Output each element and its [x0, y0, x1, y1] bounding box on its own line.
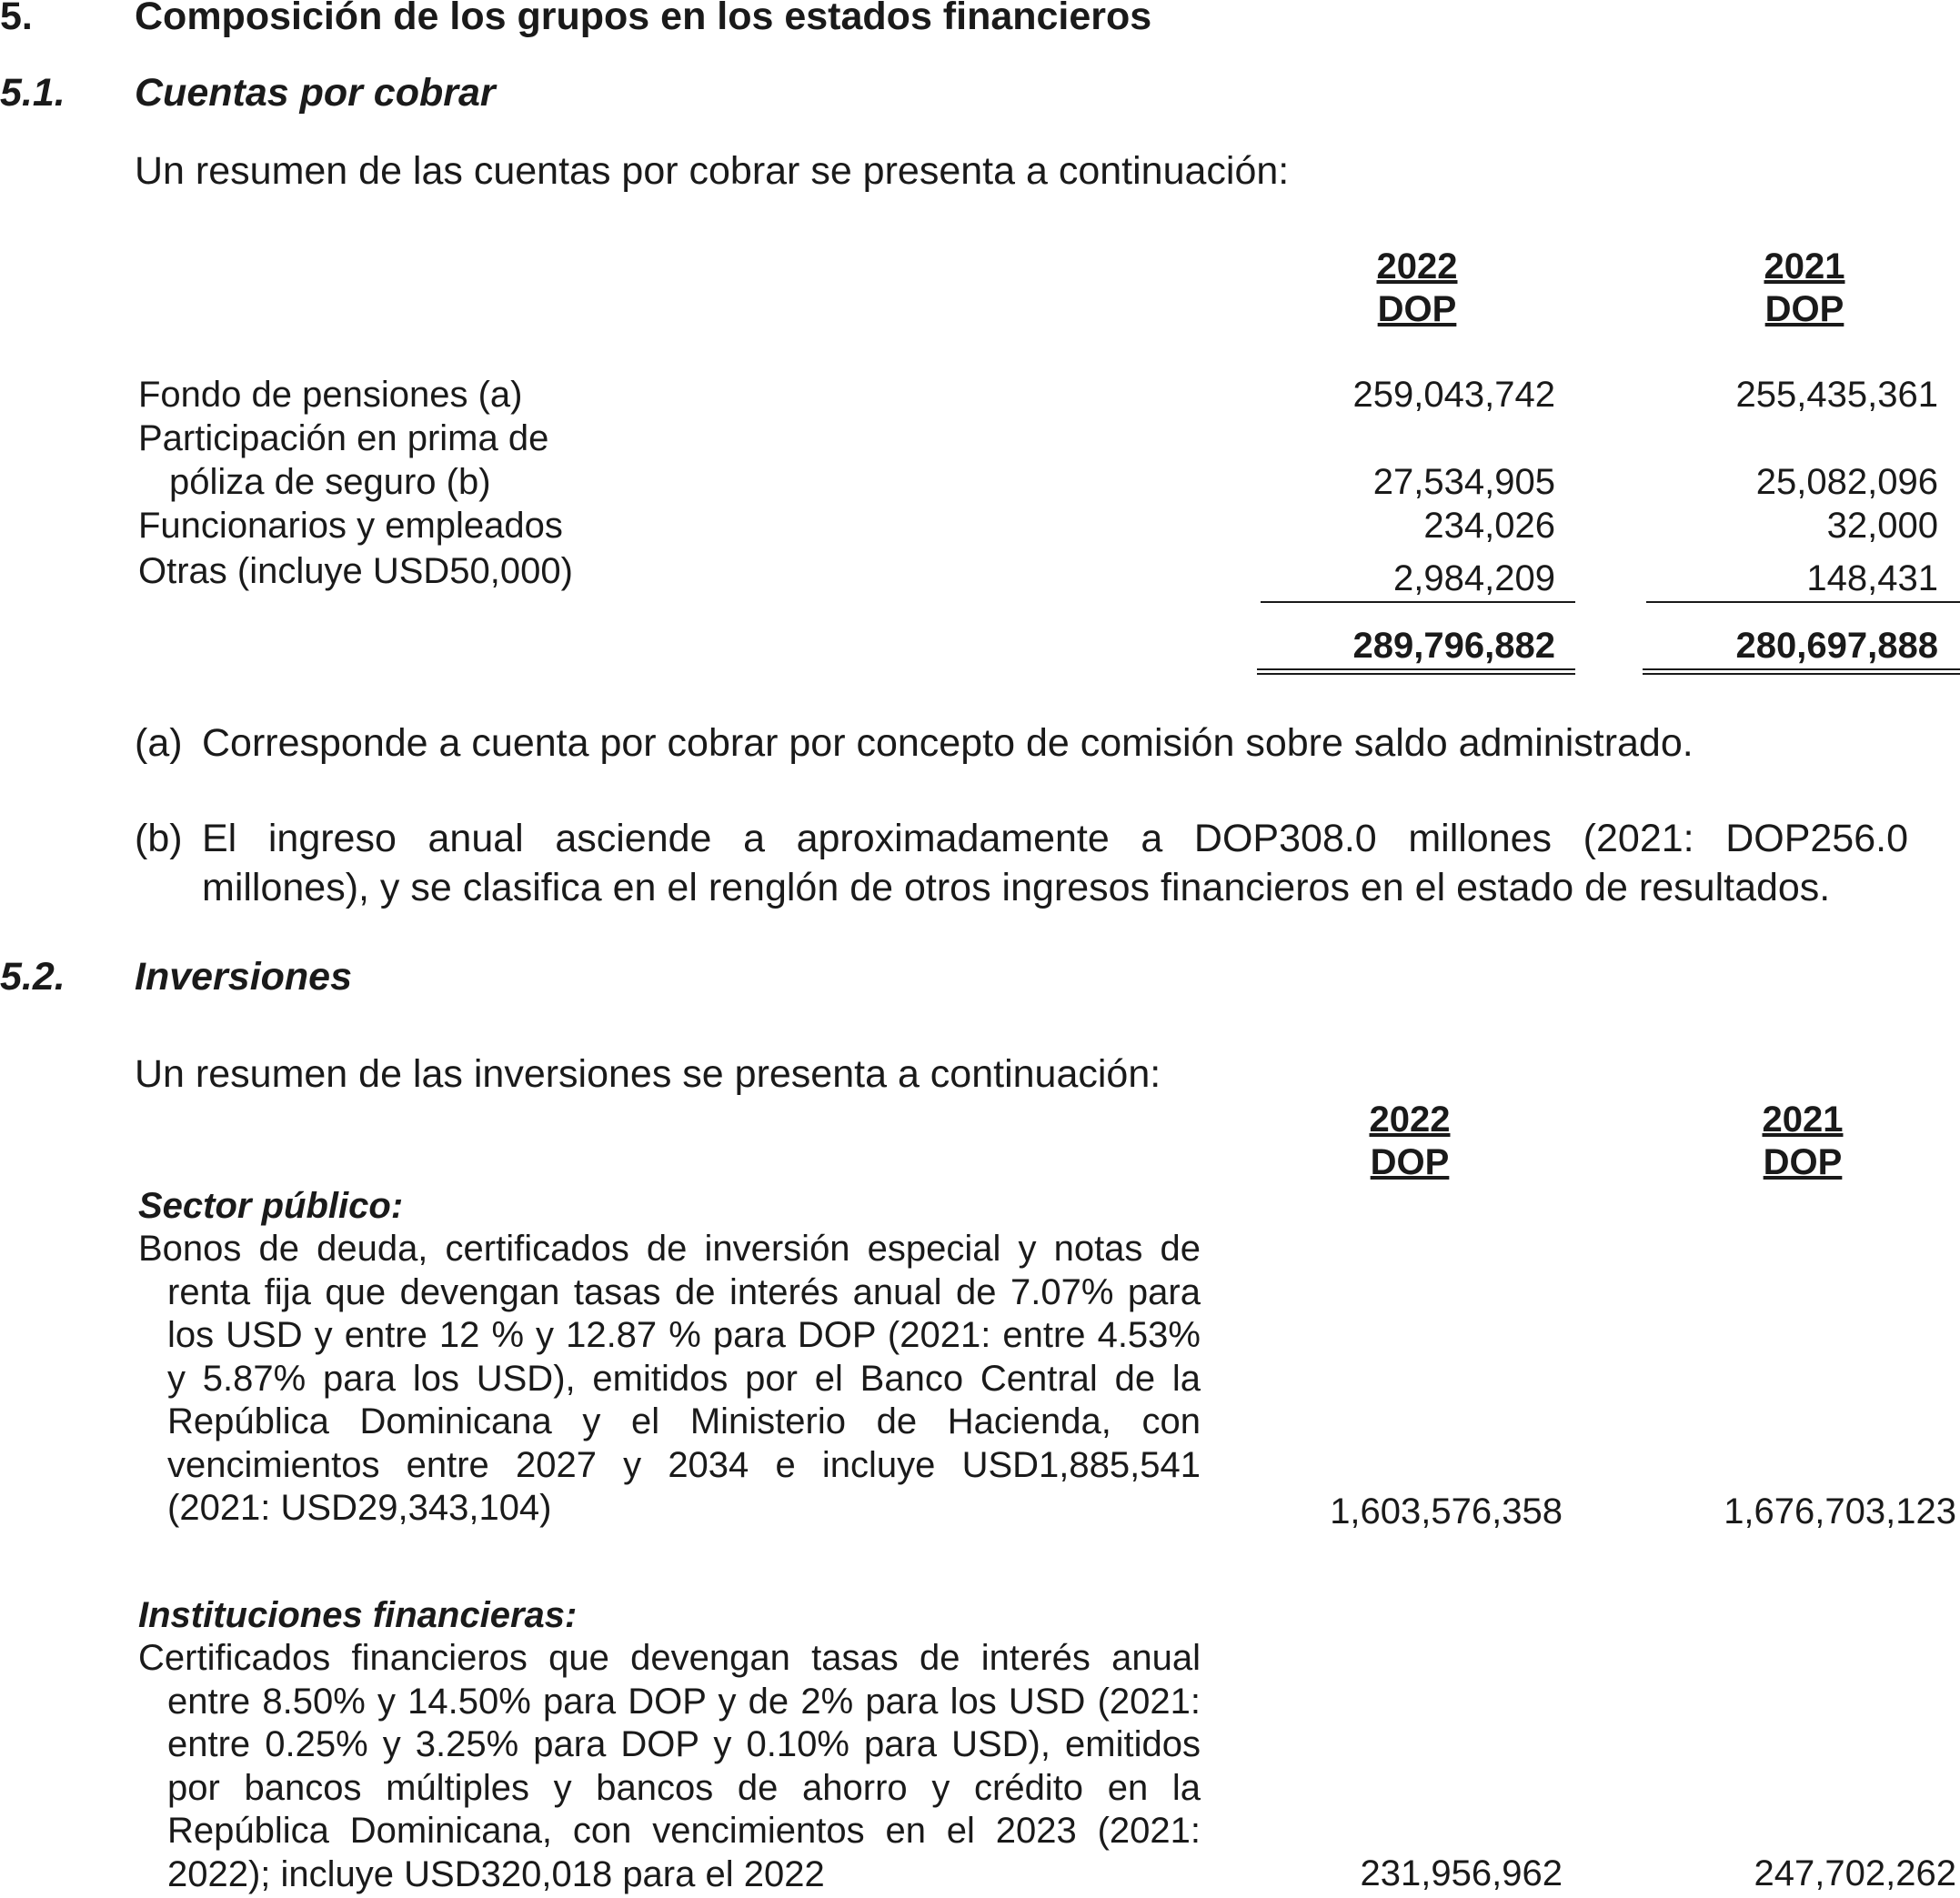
description-line: renta fija que devengan tasas de interés anual de 7.07% para: [167, 1271, 1201, 1312]
description-line: vencimientos entre 2027 y 2034 e incluye USD1,885,541: [167, 1444, 1201, 1485]
intro-5-1: Un resumen de las cuentas por cobrar se presenta a continuación:: [135, 149, 1290, 193]
financial-institutions-heading: Instituciones financieras:: [138, 1595, 578, 1635]
description-line: los USD y entre 12 % y 12.87 % para DOP (2021: entre 4.53%: [167, 1315, 1201, 1355]
total-double-rule-2021: [1643, 668, 1960, 675]
row-value-2021: 25,082,096: [1755, 462, 1938, 502]
financial-institutions-description: [138, 1637, 1201, 1896]
col-header-2022: [1319, 1099, 1501, 1184]
subsection-number-5-1: 5.1.: [0, 71, 65, 115]
total-double-rule-2022: [1257, 668, 1575, 675]
note-b-line: El ingreso anual asciende a aproximadamente a DOP308.0 millones (2021: DOP256.0: [202, 817, 1908, 860]
col-year: 2022: [1369, 1100, 1451, 1140]
col-currency: DOP: [1370, 1142, 1450, 1182]
row-value-2022: 259,043,742: [1352, 375, 1555, 415]
row-value-2021: 32,000: [1826, 506, 1938, 546]
note-b-text: [202, 814, 1908, 912]
row-label-funcionarios: Funcionarios y empleados: [138, 506, 563, 546]
description-line: por bancos múltiples y bancos de ahorro y crédito en la: [167, 1767, 1201, 1808]
total-2021: 280,697,888: [1735, 626, 1938, 666]
financial-institutions-2022: 231,956,962: [1360, 1853, 1563, 1893]
note-b-line: millones), y se clasifica en el renglón de otros ingresos financieros en el estado de resultados.: [202, 866, 1831, 909]
description-line: entre 0.25% y 3.25% para DOP y 0.10% para USD), emitidos: [167, 1724, 1201, 1764]
description-line: República Dominicana, con vencimientos en el 2023 (2021:: [167, 1811, 1201, 1851]
description-line: República Dominicana y el Ministerio de Hacienda, con: [167, 1401, 1201, 1441]
col-year: 2021: [1762, 1100, 1844, 1140]
row-value-2021: 255,435,361: [1735, 375, 1938, 415]
col-year: 2022: [1376, 246, 1458, 286]
section-title: Composición de los grupos en los estados financieros: [135, 0, 1152, 38]
col-currency: DOP: [1763, 1142, 1843, 1182]
col-year: 2021: [1764, 246, 1845, 286]
row-label-fondo: Fondo de pensiones (a): [138, 375, 523, 415]
description-line: Certificados financieros que devengan tasas de interés anual: [138, 1638, 1201, 1678]
row-label-otras: Otras (incluye USD50,000): [138, 551, 573, 591]
subsection-title-5-1: Cuentas por cobrar: [135, 71, 496, 115]
financial-institutions-2021: 247,702,262: [1754, 1853, 1956, 1893]
subtotal-rule-2021: [1646, 601, 1960, 603]
row-value-2022: 27,534,905: [1372, 462, 1555, 502]
note-b-marker: (b): [135, 817, 183, 860]
subsection-title-5-2: Inversiones: [135, 955, 352, 999]
description-line: Bonos de deuda, certificados de inversión especial y notas de: [138, 1229, 1201, 1269]
col-currency: DOP: [1764, 289, 1844, 329]
row-value-2022: 2,984,209: [1393, 558, 1555, 598]
col-header-2021: [1714, 246, 1895, 331]
subtotal-rule-2022: [1261, 601, 1575, 603]
public-sector-heading: Sector público:: [138, 1186, 404, 1226]
description-line: (2021: USD29,343,104): [167, 1488, 552, 1528]
description-line: entre 8.50% y 14.50% para DOP y de 2% para los USD (2021:: [167, 1681, 1201, 1722]
public-sector-description: [138, 1228, 1201, 1531]
row-label-participacion-line2: póliza de seguro (b): [169, 462, 491, 502]
note-a-text: Corresponde a cuenta por cobrar por concepto de comisión sobre saldo administrado.: [202, 721, 1694, 765]
subsection-number-5-2: 5.2.: [0, 955, 65, 999]
intro-5-2: Un resumen de las inversiones se presenta a continuación:: [135, 1052, 1161, 1096]
row-value-2021: 148,431: [1806, 558, 1938, 598]
col-header-2021: [1712, 1099, 1894, 1184]
total-2022: 289,796,882: [1352, 626, 1555, 666]
col-currency: DOP: [1377, 289, 1457, 329]
note-a-marker: (a): [135, 721, 183, 765]
public-sector-2021: 1,676,703,123: [1724, 1491, 1956, 1531]
section-number: 5.: [0, 0, 33, 38]
description-line: y 5.87% para los USD), emitidos por el Banco Central de la: [167, 1358, 1201, 1399]
col-header-2022: [1326, 246, 1508, 331]
row-value-2022: 234,026: [1423, 506, 1555, 546]
public-sector-2022: 1,603,576,358: [1330, 1491, 1563, 1531]
row-label-participacion-line1: Participación en prima de: [138, 418, 549, 458]
description-line: 2022); incluye USD320,018 para el 2022: [167, 1853, 825, 1894]
